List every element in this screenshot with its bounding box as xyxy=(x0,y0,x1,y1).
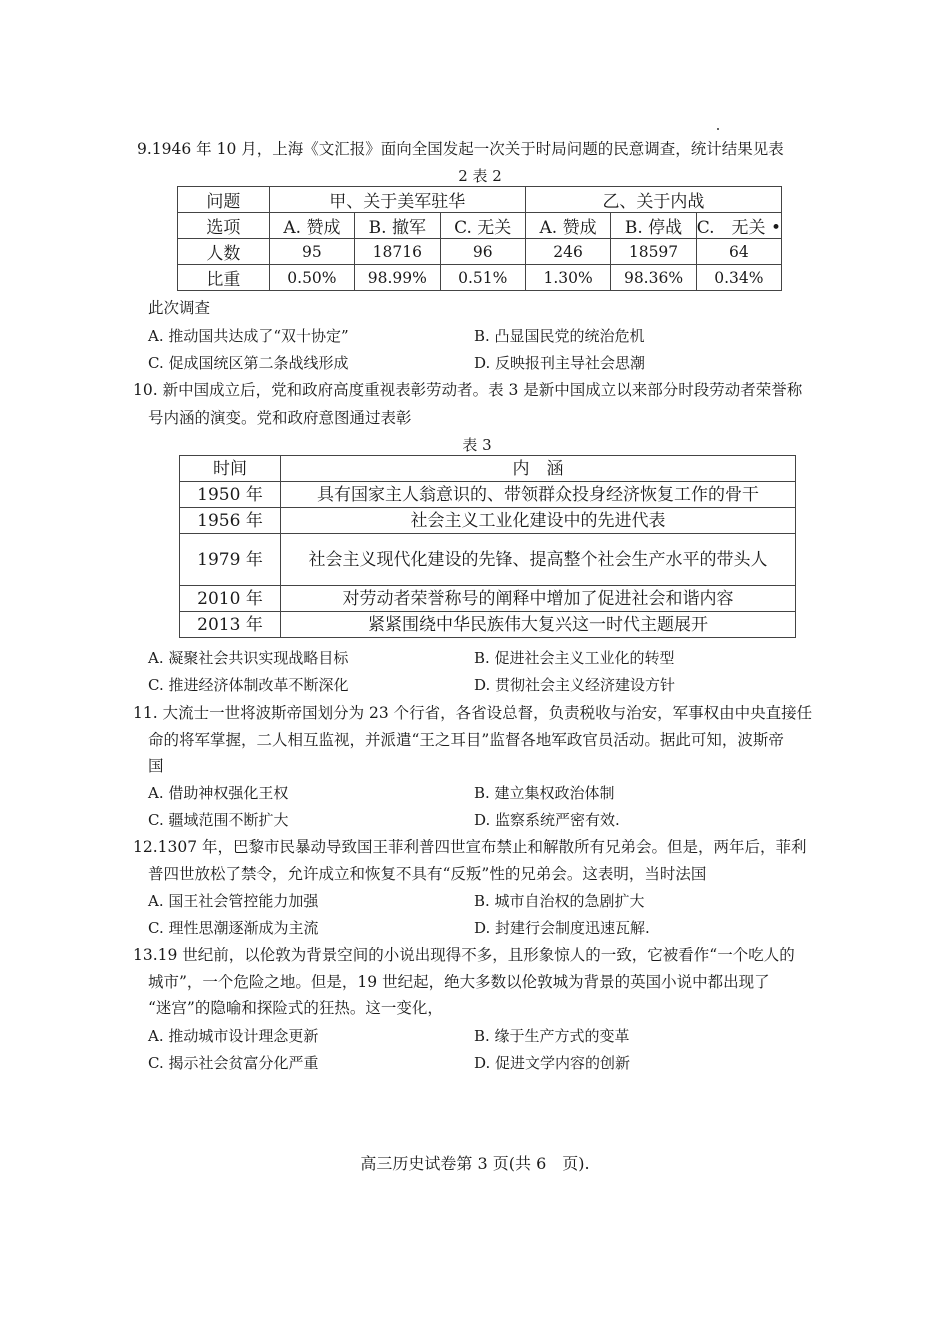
q11-stem-line3: 国 xyxy=(148,757,164,775)
q10-stem-line1: 10. 新中国成立后，党和政府高度重视表彰劳动者。表 3 是新中国成立以来部分时段劳动者荣誉称 xyxy=(133,381,803,399)
table-cell: A. 赞成 xyxy=(525,213,610,239)
q11-option-d[interactable]: D. 监察系统严密有效. xyxy=(474,811,620,829)
q11-option-a[interactable]: A. 借助神权强化王权 xyxy=(148,784,289,802)
table-row xyxy=(178,265,782,291)
q13-option-d[interactable]: D. 促进文学内容的创新 xyxy=(474,1054,631,1072)
table-cell: 2010 年 xyxy=(180,586,281,612)
q10-table-caption: 表 3 xyxy=(462,436,492,454)
q13-stem-line3: “迷宫”的隐喻和探险式的狂热。这一变化， xyxy=(148,999,443,1017)
table-cell: 社会主义现代化建设的先锋、提高整个社会生产水平的带头人 xyxy=(281,534,796,586)
q12-stem-line2: 普四世放松了禁令，允许成立和恢复不具有“反叛”性的兄弟会。这表明，当时法国 xyxy=(148,865,707,883)
table-cell: 2013 年 xyxy=(180,612,281,638)
scan-speck xyxy=(717,128,719,130)
table-header-row xyxy=(178,187,782,213)
table-header-cell: 乙、关于内战 xyxy=(525,187,781,213)
table-cell: 98.99% xyxy=(355,265,440,291)
table-cell: 0.50% xyxy=(269,265,354,291)
q10-option-c[interactable]: C. 推进经济体制改革不断深化 xyxy=(148,676,349,694)
table-cell: 紧紧围绕中华民族伟大复兴这一时代主题展开 xyxy=(281,612,796,638)
table-cell: 98.36% xyxy=(611,265,696,291)
table-cell: 1.30% xyxy=(525,265,610,291)
q10-option-a[interactable]: A. 凝聚社会共识实现战略目标 xyxy=(148,649,349,667)
q13-option-c[interactable]: C. 揭示社会贫富分化严重 xyxy=(148,1054,319,1072)
table-cell: 1950 年 xyxy=(180,482,281,508)
table-cell: 1956 年 xyxy=(180,508,281,534)
q9-option-c[interactable]: C. 促成国统区第二条战线形成 xyxy=(148,354,349,372)
table-row xyxy=(180,612,796,638)
q12-option-d[interactable]: D. 封建行会制度迅速瓦解. xyxy=(474,919,650,937)
table-cell: C. 无关 xyxy=(440,213,525,239)
q12-option-c[interactable]: C. 理性思潮逐渐成为主流 xyxy=(148,919,319,937)
table-header-row xyxy=(180,456,796,482)
table-cell: 社会主义工业化建设中的先进代表 xyxy=(281,508,796,534)
table-cell: 对劳动者荣誉称号的阐释中增加了促进社会和谐内容 xyxy=(281,586,796,612)
q10-honor-table xyxy=(179,455,796,638)
q9-option-d[interactable]: D. 反映报刊主导社会思潮 xyxy=(474,354,646,372)
table-cell: 64 xyxy=(696,239,781,265)
table-cell: 246 xyxy=(525,239,610,265)
q10-option-d[interactable]: D. 贯彻社会主义经济建设方针 xyxy=(474,676,676,694)
table-cell: 比重 xyxy=(178,265,270,291)
q12-option-a[interactable]: A. 国王社会管控能力加强 xyxy=(148,892,319,910)
table-cell: B. 停战 xyxy=(611,213,696,239)
table-cell: 具有国家主人翁意识的、带领群众投身经济恢复工作的骨干 xyxy=(281,482,796,508)
table-header-cell: 甲、关于美军驻华 xyxy=(269,187,525,213)
q12-option-b[interactable]: B. 城市自治权的急剧扩大 xyxy=(474,892,645,910)
table-cell: 人数 xyxy=(178,239,270,265)
q11-stem-line1: 11. 大流士一世将波斯帝国划分为 23 个行省，各省设总督，负责税收与治安，军事权由中央直接任 xyxy=(133,704,813,722)
table-row xyxy=(178,213,782,239)
q12-stem-line1: 12.1307 年，巴黎市民暴动导致国王菲利普四世宣布禁止和解散所有兄弟会。但是，两年后，菲利 xyxy=(133,838,807,856)
table-header-cell: 时间 xyxy=(180,456,281,482)
q13-option-b[interactable]: B. 缘于生产方式的变革 xyxy=(474,1027,630,1045)
table-row xyxy=(178,239,782,265)
q9-option-a[interactable]: A. 推动国共达成了“双十协定” xyxy=(148,327,349,345)
q13-option-a[interactable]: A. 推动城市设计理念更新 xyxy=(148,1027,319,1045)
table-cell: 0.34% xyxy=(696,265,781,291)
table-row xyxy=(180,534,796,586)
table-row xyxy=(180,508,796,534)
table-row xyxy=(180,482,796,508)
q11-option-c[interactable]: C. 疆域范围不断扩大 xyxy=(148,811,289,829)
table-header-cell: 问题 xyxy=(178,187,270,213)
table-cell: 1979 年 xyxy=(180,534,281,586)
table-header-cell: 内 涵 xyxy=(281,456,796,482)
q9-option-b[interactable]: B. 凸显国民党的统治危机 xyxy=(474,327,645,345)
q9-table-caption: 2 表 2 xyxy=(458,167,502,185)
table-row xyxy=(180,586,796,612)
table-cell: 选项 xyxy=(178,213,270,239)
q13-stem-line1: 13.19 世纪前，以伦敦为背景空间的小说出现得不多，且形象惊人的一致，它被看作“一个吃人的 xyxy=(133,946,795,964)
q11-stem-line2: 命的将军掌握，二人相互监视，并派遣“王之耳目”监督各地军政官员活动。据此可知，波斯帝 xyxy=(148,731,784,749)
table-cell: B. 撤军 xyxy=(355,213,440,239)
table-cell: C. 无关 • xyxy=(696,213,781,239)
q13-stem-line2: 城市”，一个危险之地。但是，19 世纪起，绝大多数以伦敦城为背景的英国小说中都出现了 xyxy=(148,973,770,991)
q9-stem-tail: 此次调查 xyxy=(148,299,211,317)
table-cell: 0.51% xyxy=(440,265,525,291)
table-cell: 95 xyxy=(269,239,354,265)
page-footer: 高三历史试卷第 3 页(共 6 页). xyxy=(360,1154,590,1173)
q10-option-b[interactable]: B. 促进社会主义工业化的转型 xyxy=(474,649,675,667)
table-cell: 18716 xyxy=(355,239,440,265)
table-cell: 18597 xyxy=(611,239,696,265)
q9-stem: 9.1946 年 10 月，上海《文汇报》面向全国发起一次关于时局问题的民意调查，统计结果见表 xyxy=(137,140,784,158)
q10-stem-line2: 号内涵的演变。党和政府意图通过表彰 xyxy=(148,409,412,427)
q9-survey-table xyxy=(177,186,782,291)
q11-option-b[interactable]: B. 建立集权政治体制 xyxy=(474,784,615,802)
table-cell: A. 赞成 xyxy=(269,213,354,239)
table-cell: 96 xyxy=(440,239,525,265)
